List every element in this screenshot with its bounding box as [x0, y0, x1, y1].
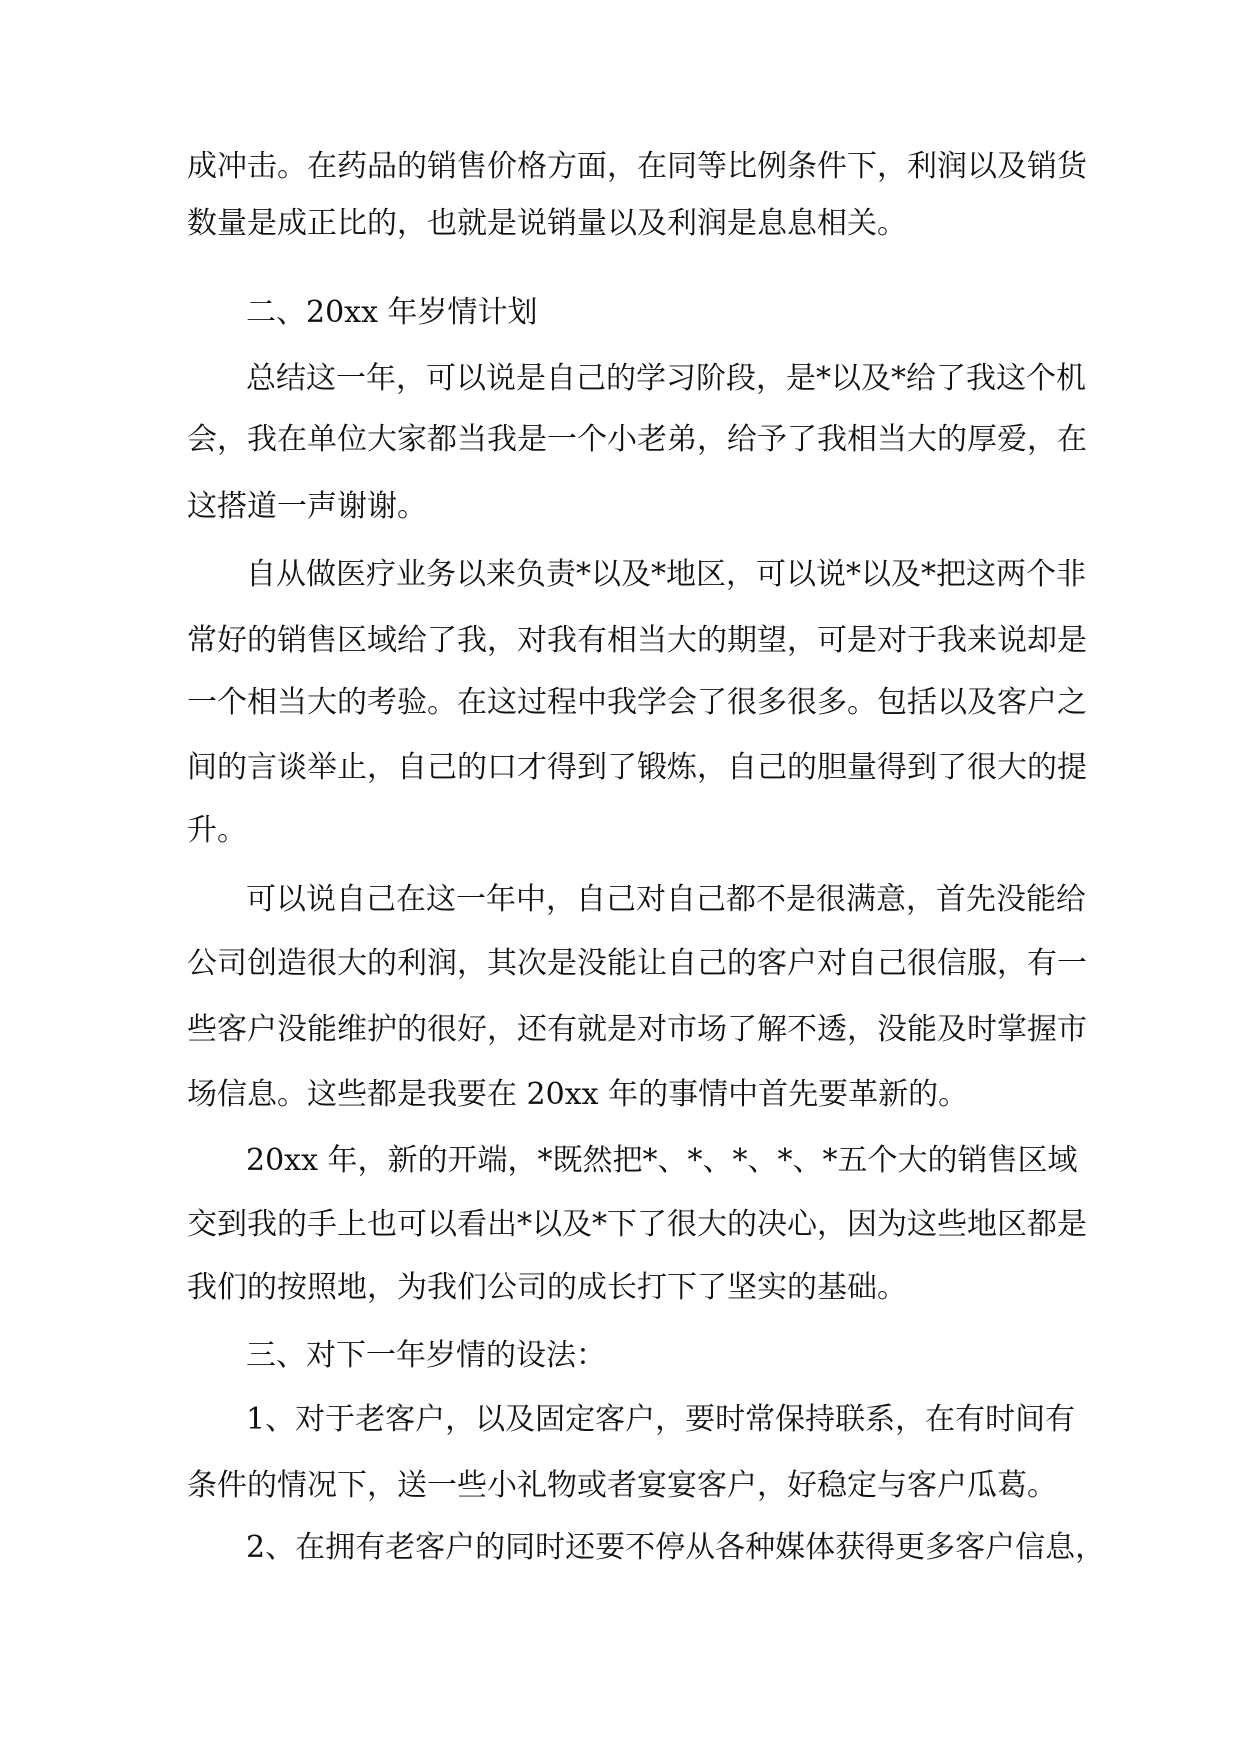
text-line: 可以说自己在这一年中，自己对自己都不是很满意，首先没能给: [246, 882, 1086, 917]
text-line: 自从做医疗业务以来负责*以及*地区，可以说*以及*把这两个非: [246, 557, 1086, 592]
text-line: 我们的按照地，为我们公司的成长打下了坚实的基础。: [187, 1270, 907, 1305]
text-line: 会，我在单位大家都当我是一个小老弟，给予了我相当大的厚爱，在: [187, 422, 1087, 457]
text-line: 2、在拥有老客户的同时还要不停从各种媒体获得更多客户信息，: [246, 1530, 1106, 1565]
section-heading: 二、20xx 年岁情计划: [246, 295, 538, 330]
text-line: 20xx 年，新的开端，*既然把*、*、*、*、*五个大的销售区域: [246, 1143, 1078, 1178]
text-line: 成冲击。在药品的销售价格方面，在同等比例条件下，利润以及销货: [187, 149, 1087, 184]
text-line: 常好的销售区域给了我，对我有相当大的期望，可是对于我来说却是: [187, 623, 1087, 658]
text-line: 一个相当大的考验。在这过程中我学会了很多很多。包括以及客户之: [187, 685, 1087, 720]
text-line: 交到我的手上也可以看出*以及*下了很大的决心，因为这些地区都是: [187, 1207, 1087, 1242]
text-line: 1、对于老客户，以及固定客户，要时常保持联系，在有时间有: [246, 1402, 1076, 1437]
text-line: 总结这一年，可以说是自己的学习阶段，是*以及*给了我这个机: [246, 361, 1086, 396]
text-line: 些客户没能维护的很好，还有就是对市场了解不透，没能及时掌握市: [187, 1012, 1087, 1047]
text-line: 升。: [187, 813, 247, 848]
text-line: 这搭道一声谢谢。: [187, 489, 427, 524]
text-line: 公司创造很大的利润，其次是没能让自己的客户对自己很信服，有一: [187, 946, 1087, 981]
text-line: 间的言谈举止，自己的口才得到了锻炼，自己的胆量得到了很大的提: [187, 750, 1087, 785]
text-line: 场信息。这些都是我要在 20xx 年的事情中首先要革新的。: [187, 1077, 969, 1112]
section-heading: 三、对下一年岁情的设法：: [246, 1338, 606, 1373]
text-line: 条件的情况下，送一些小礼物或者宴宴客户，好稳定与客户瓜葛。: [187, 1468, 1057, 1503]
text-line: 数量是成正比的，也就是说销量以及利润是息息相关。: [187, 206, 907, 241]
